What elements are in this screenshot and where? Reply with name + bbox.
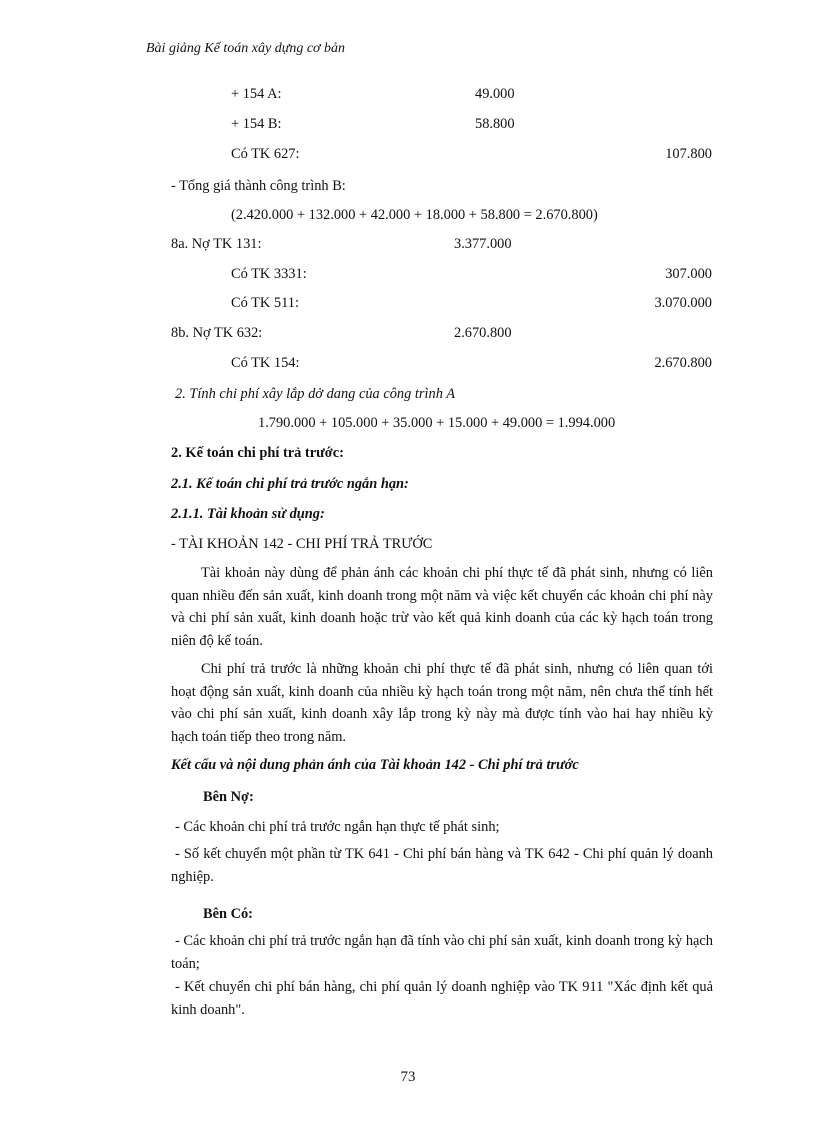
entry-debit: 49.000	[475, 86, 515, 102]
subsection-heading: 2.1. Kế toán chi phí trả trước ngắn hạn:	[171, 476, 409, 492]
entry-debit: 3.377.000	[454, 236, 512, 252]
wip-formula: 1.790.000 + 105.000 + 35.000 + 15.000 + 49.000 = 1.994.000	[258, 415, 616, 431]
wip-title: 2. Tính chi phí xây lắp dở dang của công trình A	[175, 386, 456, 402]
page-header: Bài giảng Kế toán xây dựng cơ bản	[146, 41, 346, 56]
entry-label: Có TK 627:	[231, 146, 300, 162]
credit-title: Bên Có:	[203, 906, 253, 922]
entry-label: Có TK 511:	[231, 295, 299, 311]
credit-item: - Các khoản chi phí trả trước ngắn hạn đã tính vào chi phí sản xuất, kinh doanh trong kỳ hạch toán;	[171, 933, 713, 972]
debit-item: - Số kết chuyển một phần từ TK 641 - Chi phí bán hàng và TK 642 - Chi phí quản lý doanh nghiệp.	[171, 846, 713, 885]
total-formula: (2.420.000 + 132.000 + 42.000 + 18.000 + 58.800 = 2.670.800)	[231, 207, 598, 223]
entry-debit: 2.670.800	[454, 325, 512, 341]
entry-label: + 154 B:	[231, 116, 282, 132]
credit-item: - Kết chuyển chi phí bán hàng, chi phí quản lý doanh nghiệp vào TK 911 "Xác định kết quả kinh doanh".	[171, 979, 713, 1018]
debit-title: Bên Nợ:	[203, 789, 254, 805]
entry-label: 8b. Nợ TK 632:	[171, 325, 263, 341]
entry-label: + 154 A:	[231, 86, 282, 102]
entry-label: Có TK 154:	[231, 355, 300, 371]
entry-credit: 107.800	[665, 146, 712, 162]
entry-credit: 307.000	[665, 266, 712, 282]
debit-item: - Các khoản chi phí trả trước ngắn hạn thực tế phát sinh;	[175, 819, 500, 835]
entry-label: 8a. Nợ TK 131:	[171, 236, 262, 252]
paragraph: Chi phí trả trước là những khoản chi phí thực tế đã phát sinh, nhưng có liên quan tới hoạt động sản xuất, kinh doanh của nhiều kỳ hạch toán trong một năm, nên chưa thể tính hết vào chi phí sản xuất, kinh doanh xây lắp trong kỳ này mà được tính vào hai hay nhiều kỳ hạch toán tiếp theo trong năm.	[171, 661, 713, 745]
structure-title: Kết cấu và nội dung phản ánh của Tài khoản 142 - Chi phí trả trước	[171, 757, 579, 773]
entry-credit: 3.070.000	[654, 295, 712, 311]
paragraph: Tài khoản này dùng để phản ánh các khoản chi phí thực tế đã phát sinh, nhưng có liên quan nhiều đến sản xuất, kinh doanh trong một năm và việc kết chuyển các khoản chi phí này và chi phí sản xuất, kinh doanh hoặc trừ vào kết quả kinh doanh của các kỳ hạch toán trong niên độ kế toán.	[171, 565, 713, 649]
entry-credit: 2.670.800	[654, 355, 712, 371]
subsection-heading: 2.1.1. Tài khoản sử dụng:	[171, 506, 325, 522]
page-number: 73	[400, 1069, 416, 1085]
total-label: - Tổng giá thành công trình B:	[171, 178, 346, 194]
section-heading: 2. Kế toán chi phí trả trước:	[171, 445, 344, 461]
entry-debit: 58.800	[475, 116, 515, 132]
account-title: - TÀI KHOẢN 142 - CHI PHÍ TRẢ TRƯỚC	[171, 536, 433, 552]
entry-label: Có TK 3331:	[231, 266, 307, 282]
